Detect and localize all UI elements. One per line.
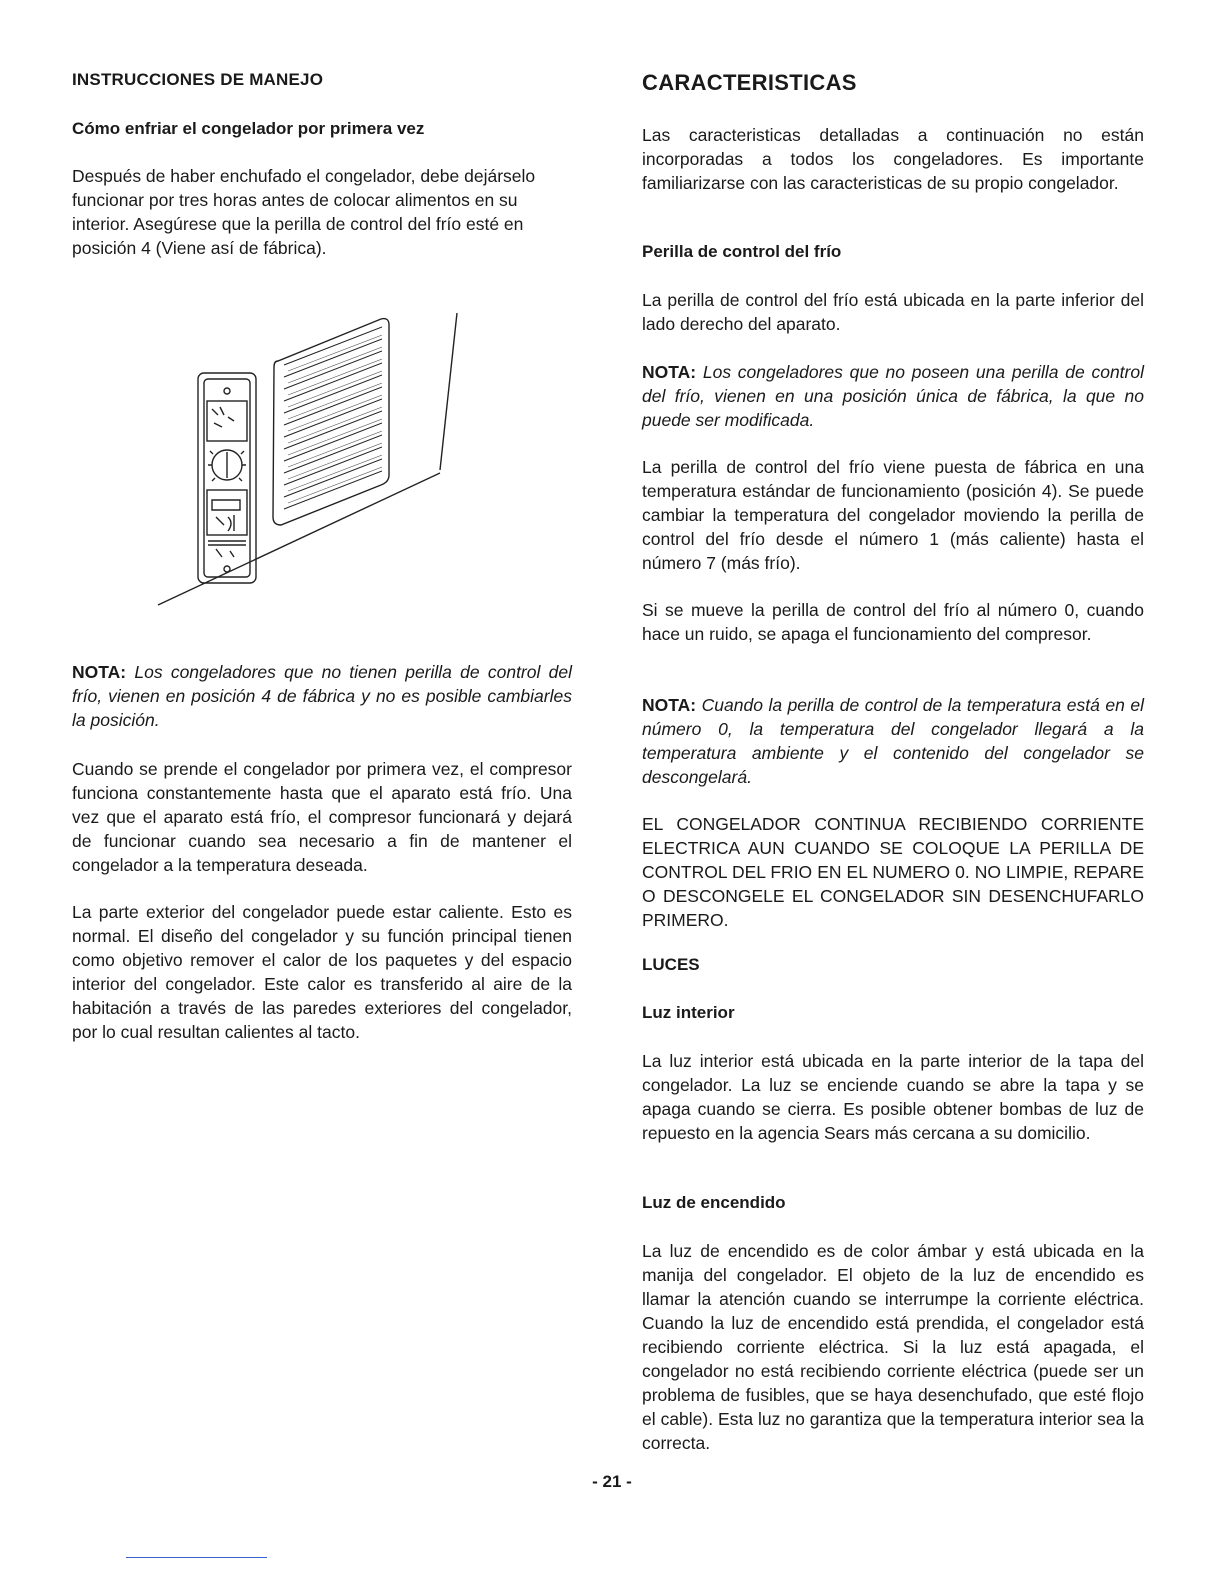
subheading-luz-encendido: Luz de encendido [642, 1193, 786, 1212]
note-label: NOTA: [642, 362, 697, 382]
paragraph-caracteristicas-intro: Las caracteristicas detalladas a continuación no están incorporadas a todos los congeladores. Es importante familiarizarse con las caracteristicas de su propio congelador. [642, 125, 1144, 193]
paragraph-enfriar-intro: Después de haber enchufado el congelador, debe dejárselo funcionar por tres horas antes de colocar alimentos en su interior. Asegúrese que la perilla de control del frío esté en posición 4 (Viene así de fábrica). [72, 166, 536, 258]
section-heading-instrucciones: INSTRUCCIONES DE MANEJO [72, 70, 324, 89]
paragraph-perilla-cero: Si se mueve la perilla de control del frío al número 0, cuando hace un ruido, se apaga el funcionamiento del compresor. [642, 600, 1144, 644]
note-perilla-fabrica [642, 360, 1144, 432]
paragraph-perilla-temperatura: La perilla de control del frío viene puesta de fábrica en una temperatura estándar de funcionamiento (posición 4). Se puede cambiar la temperatura del congelador moviendo la perilla de control del frío desde el número 1 (más caliente) hasta el número 7 (más frío). [642, 457, 1144, 573]
note-perilla-cero [642, 693, 1144, 789]
paragraph-luz-interior: La luz interior está ubicada en la parte interior de la tapa del congelador. La luz se enciende cuando se abre la tapa y se apaga cuando se cierra. Es posible obtener bombas de luz de repuesto en la agencia Sears más cercana a su domicilio. [642, 1051, 1144, 1143]
subheading-luces: LUCES [642, 955, 700, 974]
note-text: Los congeladores que no tienen perilla de control del frío, vienen en posición 4 de fábrica y no es posible cambiarles la posición. [72, 662, 572, 730]
paragraph-compresor: Cuando se prende el congelador por primera vez, el compresor funciona constantemente hasta que el aparato está frío. Una vez que el aparato está frío, el compresor funcionará y dejará de funcionar cuando sea necesario a fin de mantener el congelador a la temperatura deseada. [72, 759, 572, 875]
note-label: NOTA: [642, 695, 697, 715]
note-label: NOTA: [72, 662, 127, 682]
note-text: Cuando la perilla de control de la temperatura está en el número 0, la temperatura del congelador llegará a la temperatura ambiente y el contenido del congelador se descongelará. [642, 695, 1144, 787]
page-number: - 21 - [592, 1472, 632, 1491]
paragraph-luz-encendido: La luz de encendido es de color ámbar y está ubicada en la manija del congelador. El objeto de la luz de encendido es llamar la atención cuando se interrumpe la corriente eléctrica. Cuando la luz de encendido está prendida, el congelador está recibiendo corriente eléctrica. Si la luz está apagada, el congelador no está recibiendo corriente eléctrica (puede ser un problema de fusibles, que se haya desenchufado, que esté flojo el cable). Esta luz no garantiza que la temperatura interior sea la correcta. [642, 1241, 1144, 1453]
subheading-enfriar: Cómo enfriar el congelador por primera vez [72, 119, 425, 138]
footer-rule [126, 1557, 267, 1558]
warning-corriente: EL CONGELADOR CONTINUA RECIBIENDO CORRIENTE ELECTRICA AUN CUANDO SE COLOQUE LA PERILLA DE CONTROL DEL FRIO EN EL NUMERO 0. NO LIMPIE, REPARE O DESCONGELE EL CONGELADOR SIN DESENCHUFARLO PRIMERO. [642, 814, 1144, 930]
note-text: Los congeladores que no poseen una perilla de control del frío, vienen en una posición única de fábrica, la que no puede ser modificada. [642, 362, 1144, 430]
section-heading-caracteristicas: CARACTERISTICAS [642, 70, 857, 95]
note-perilla [72, 660, 572, 732]
subheading-perilla: Perilla de control del frío [642, 242, 842, 261]
paragraph-perilla-ubicacion: La perilla de control del frío está ubicada en la parte inferior del lado derecho del aparato. [642, 290, 1144, 334]
subheading-luz-interior: Luz interior [642, 1003, 735, 1022]
paragraph-exterior-caliente: La parte exterior del congelador puede estar caliente. Esto es normal. El diseño del congelador y su función principal tienen como objetivo remover el calor de los paquetes y del espacio interior del congelador. Este calor es transferido al aire de la habitación a través de las paredes exteriores del congelador, por lo cual resultan calientes al tacto. [72, 902, 572, 1042]
control-panel-illustration [150, 305, 470, 615]
